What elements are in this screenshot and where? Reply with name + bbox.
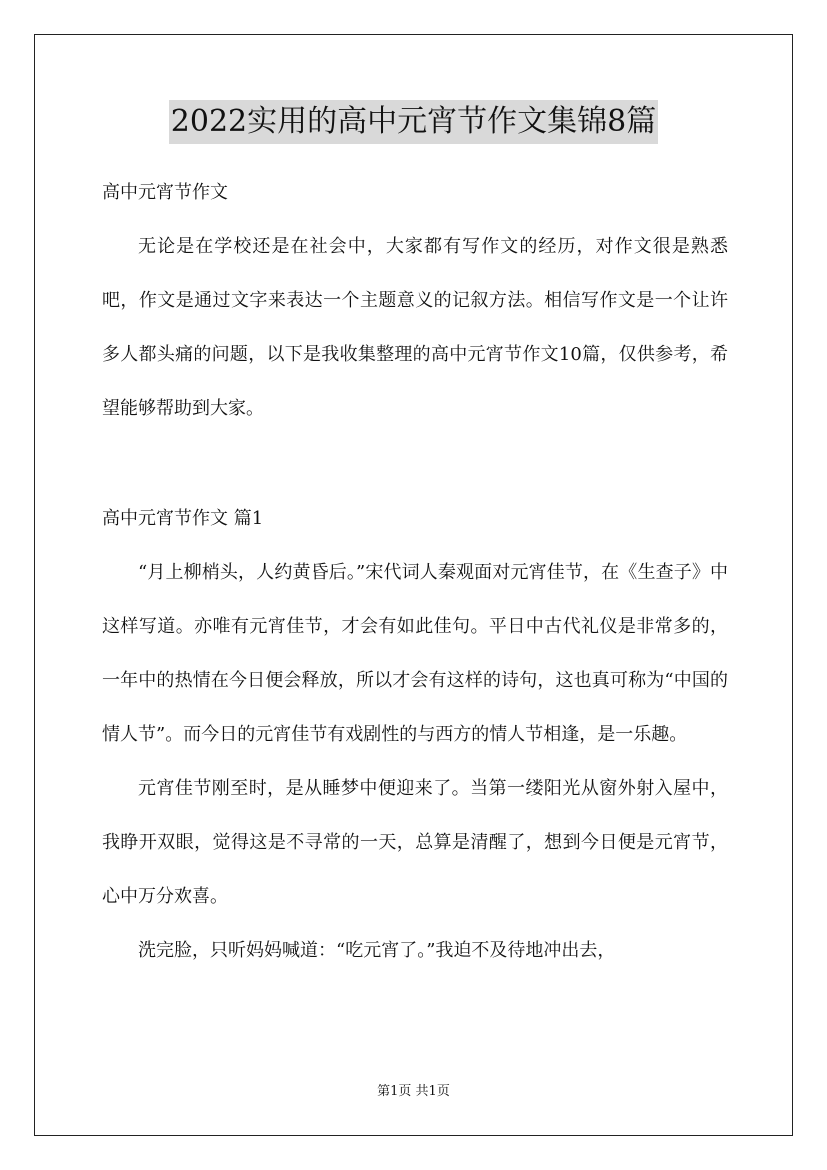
essay-heading: 高中元宵节作文 篇1 [102,508,264,529]
essay-paragraph-1: “月上柳梢头，人约黄昏后。”宋代词人秦观面对元宵佳节，在《生查子》中这样写道。亦唯有元宵佳节，才会有如此佳句。平日中古代礼仪是非常多的，一年中的热情在今日便会释放，所以才会有这样的诗句，这也真可称为“中国的情人节”。而今日的元宵佳节有戏剧性的与西方的情人节相逢，是一乐趣。 [102,562,728,745]
intro-block [102,220,728,436]
document-title: 2022实用的高中元宵节作文集锦8篇 [169,100,658,144]
intro-paragraph: 无论是在学校还是在社会中，大家都有写作文的经历，对作文很是熟悉吧，作文是通过文字来表达一个主题意义的记叙方法。相信写作文是一个让许多人都头痛的问题，以下是我收集整理的高中元宵节作文10篇，仅供参考，希望能够帮助到大家。 [102,236,728,419]
page-footer [0,1082,827,1102]
title-container [0,100,827,144]
essay-paragraph-2: 元宵佳节刚至时，是从睡梦中便迎来了。当第一缕阳光从窗外射入屋中，我睁开双眼，觉得这是不寻常的一天，总算是清醒了，想到今日便是元宵节，心中万分欢喜。 [102,778,728,907]
section-heading: 高中元宵节作文 [102,182,228,203]
page-number: 第1页 共1页 [377,1084,450,1099]
essay-body [102,546,728,978]
essay-paragraph-3: 洗完脸，只听妈妈喊道：“吃元宵了。”我迫不及待地冲出去， [138,940,616,961]
